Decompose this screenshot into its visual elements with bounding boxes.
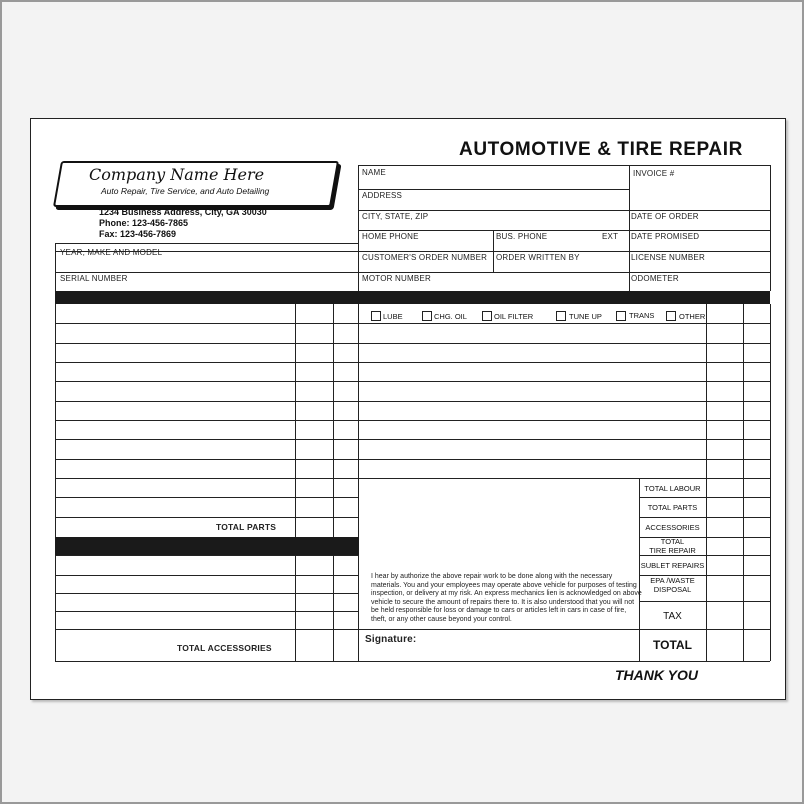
tax-label: TAX <box>663 611 682 622</box>
customer-info-grid <box>31 119 785 291</box>
section-header-bar <box>55 291 770 304</box>
company-tagline: Auto Repair, Tire Service, and Auto Detailing <box>101 186 270 196</box>
invoice-number-field[interactable]: INVOICE # <box>633 169 675 178</box>
lube-checkbox[interactable] <box>371 311 381 321</box>
oil-filter-checkbox[interactable] <box>482 311 492 321</box>
date-of-order-field[interactable]: DATE OF ORDER <box>631 212 699 221</box>
date-promised-field[interactable]: DATE PROMISED <box>631 232 700 241</box>
other-checkbox[interactable] <box>666 311 676 321</box>
repair-order-form <box>30 118 786 700</box>
total-accessories-label: TOTAL ACCESSORIES <box>177 643 272 653</box>
company-address: 1234 Business Address, City, GA 30030 <box>99 207 267 217</box>
tune-up-checkbox[interactable] <box>556 311 566 321</box>
total-labour-label: TOTAL LABOUR <box>644 484 701 493</box>
lube-label: LUBE <box>383 312 403 321</box>
trans-checkbox[interactable] <box>616 311 626 321</box>
bus-phone-field[interactable]: BUS. PHONE <box>496 232 548 241</box>
serial-number-field[interactable]: SERIAL NUMBER <box>60 274 128 283</box>
accessories-label: ACCESSORIES <box>645 523 700 532</box>
company-phone: Phone: 123-456-7865 <box>99 218 189 228</box>
ext-field[interactable]: EXT <box>602 232 619 241</box>
name-field[interactable]: NAME <box>362 168 386 177</box>
customers-order-number-field[interactable]: CUSTOMER'S ORDER NUMBER <box>362 253 488 262</box>
signature-field[interactable]: Signature: <box>365 634 417 645</box>
other-label: OTHER <box>679 312 706 321</box>
total-parts-label: TOTAL PARTS <box>216 522 277 532</box>
odometer-field[interactable]: ODOMETER <box>631 274 679 283</box>
thank-you-text: THANK YOU <box>615 667 698 683</box>
oil-filter-label: OIL FILTER <box>494 312 534 321</box>
epa-waste-disposal-label: EPA /WASTE DISPOSAL <box>650 576 695 594</box>
order-written-by-field[interactable]: ORDER WRITTEN BY <box>496 253 580 262</box>
sublet-repairs-label: SUBLET REPAIRS <box>640 561 705 570</box>
tune-up-label: TUNE UP <box>569 312 602 321</box>
company-name: Company Name Here <box>89 165 265 184</box>
home-phone-field[interactable]: HOME PHONE <box>362 232 419 241</box>
city-state-zip-field[interactable]: CITY, STATE, ZIP <box>362 212 429 221</box>
company-fax: Fax: 123-456-7869 <box>99 229 177 239</box>
total-tire-repair-label: TOTAL TIRE REPAIR <box>649 537 696 555</box>
motor-number-field[interactable]: MOTOR NUMBER <box>362 274 431 283</box>
authorization-disclaimer: I hear by authorize the above repair work to be done along with the necessary materials. You and your employees may operate above vehicle for purposes of testing inspection, or delivery at my risk. An express mechanics lien is acknowledged on above vehicle to secure the amount of repairs there to. It is also understood that you will not be held responsible for loss or damage to cars or articles left in cars in case of fire, theft, or any other cause beyond your control. <box>371 573 642 623</box>
address-field[interactable]: ADDRESS <box>362 191 403 200</box>
total-parts-summary-label: TOTAL PARTS <box>647 503 698 512</box>
accessories-header-bar <box>55 537 359 555</box>
chg-oil-label: CHG. OIL <box>434 312 467 321</box>
total-label: TOTAL <box>653 638 692 652</box>
form-title: AUTOMOTIVE & TIRE REPAIR <box>459 139 743 160</box>
chg-oil-checkbox[interactable] <box>422 311 432 321</box>
license-number-field[interactable]: LICENSE NUMBER <box>631 253 705 262</box>
year-make-model-field[interactable]: YEAR, MAKE AND MODEL <box>60 248 163 257</box>
trans-label: TRANS <box>629 311 655 320</box>
